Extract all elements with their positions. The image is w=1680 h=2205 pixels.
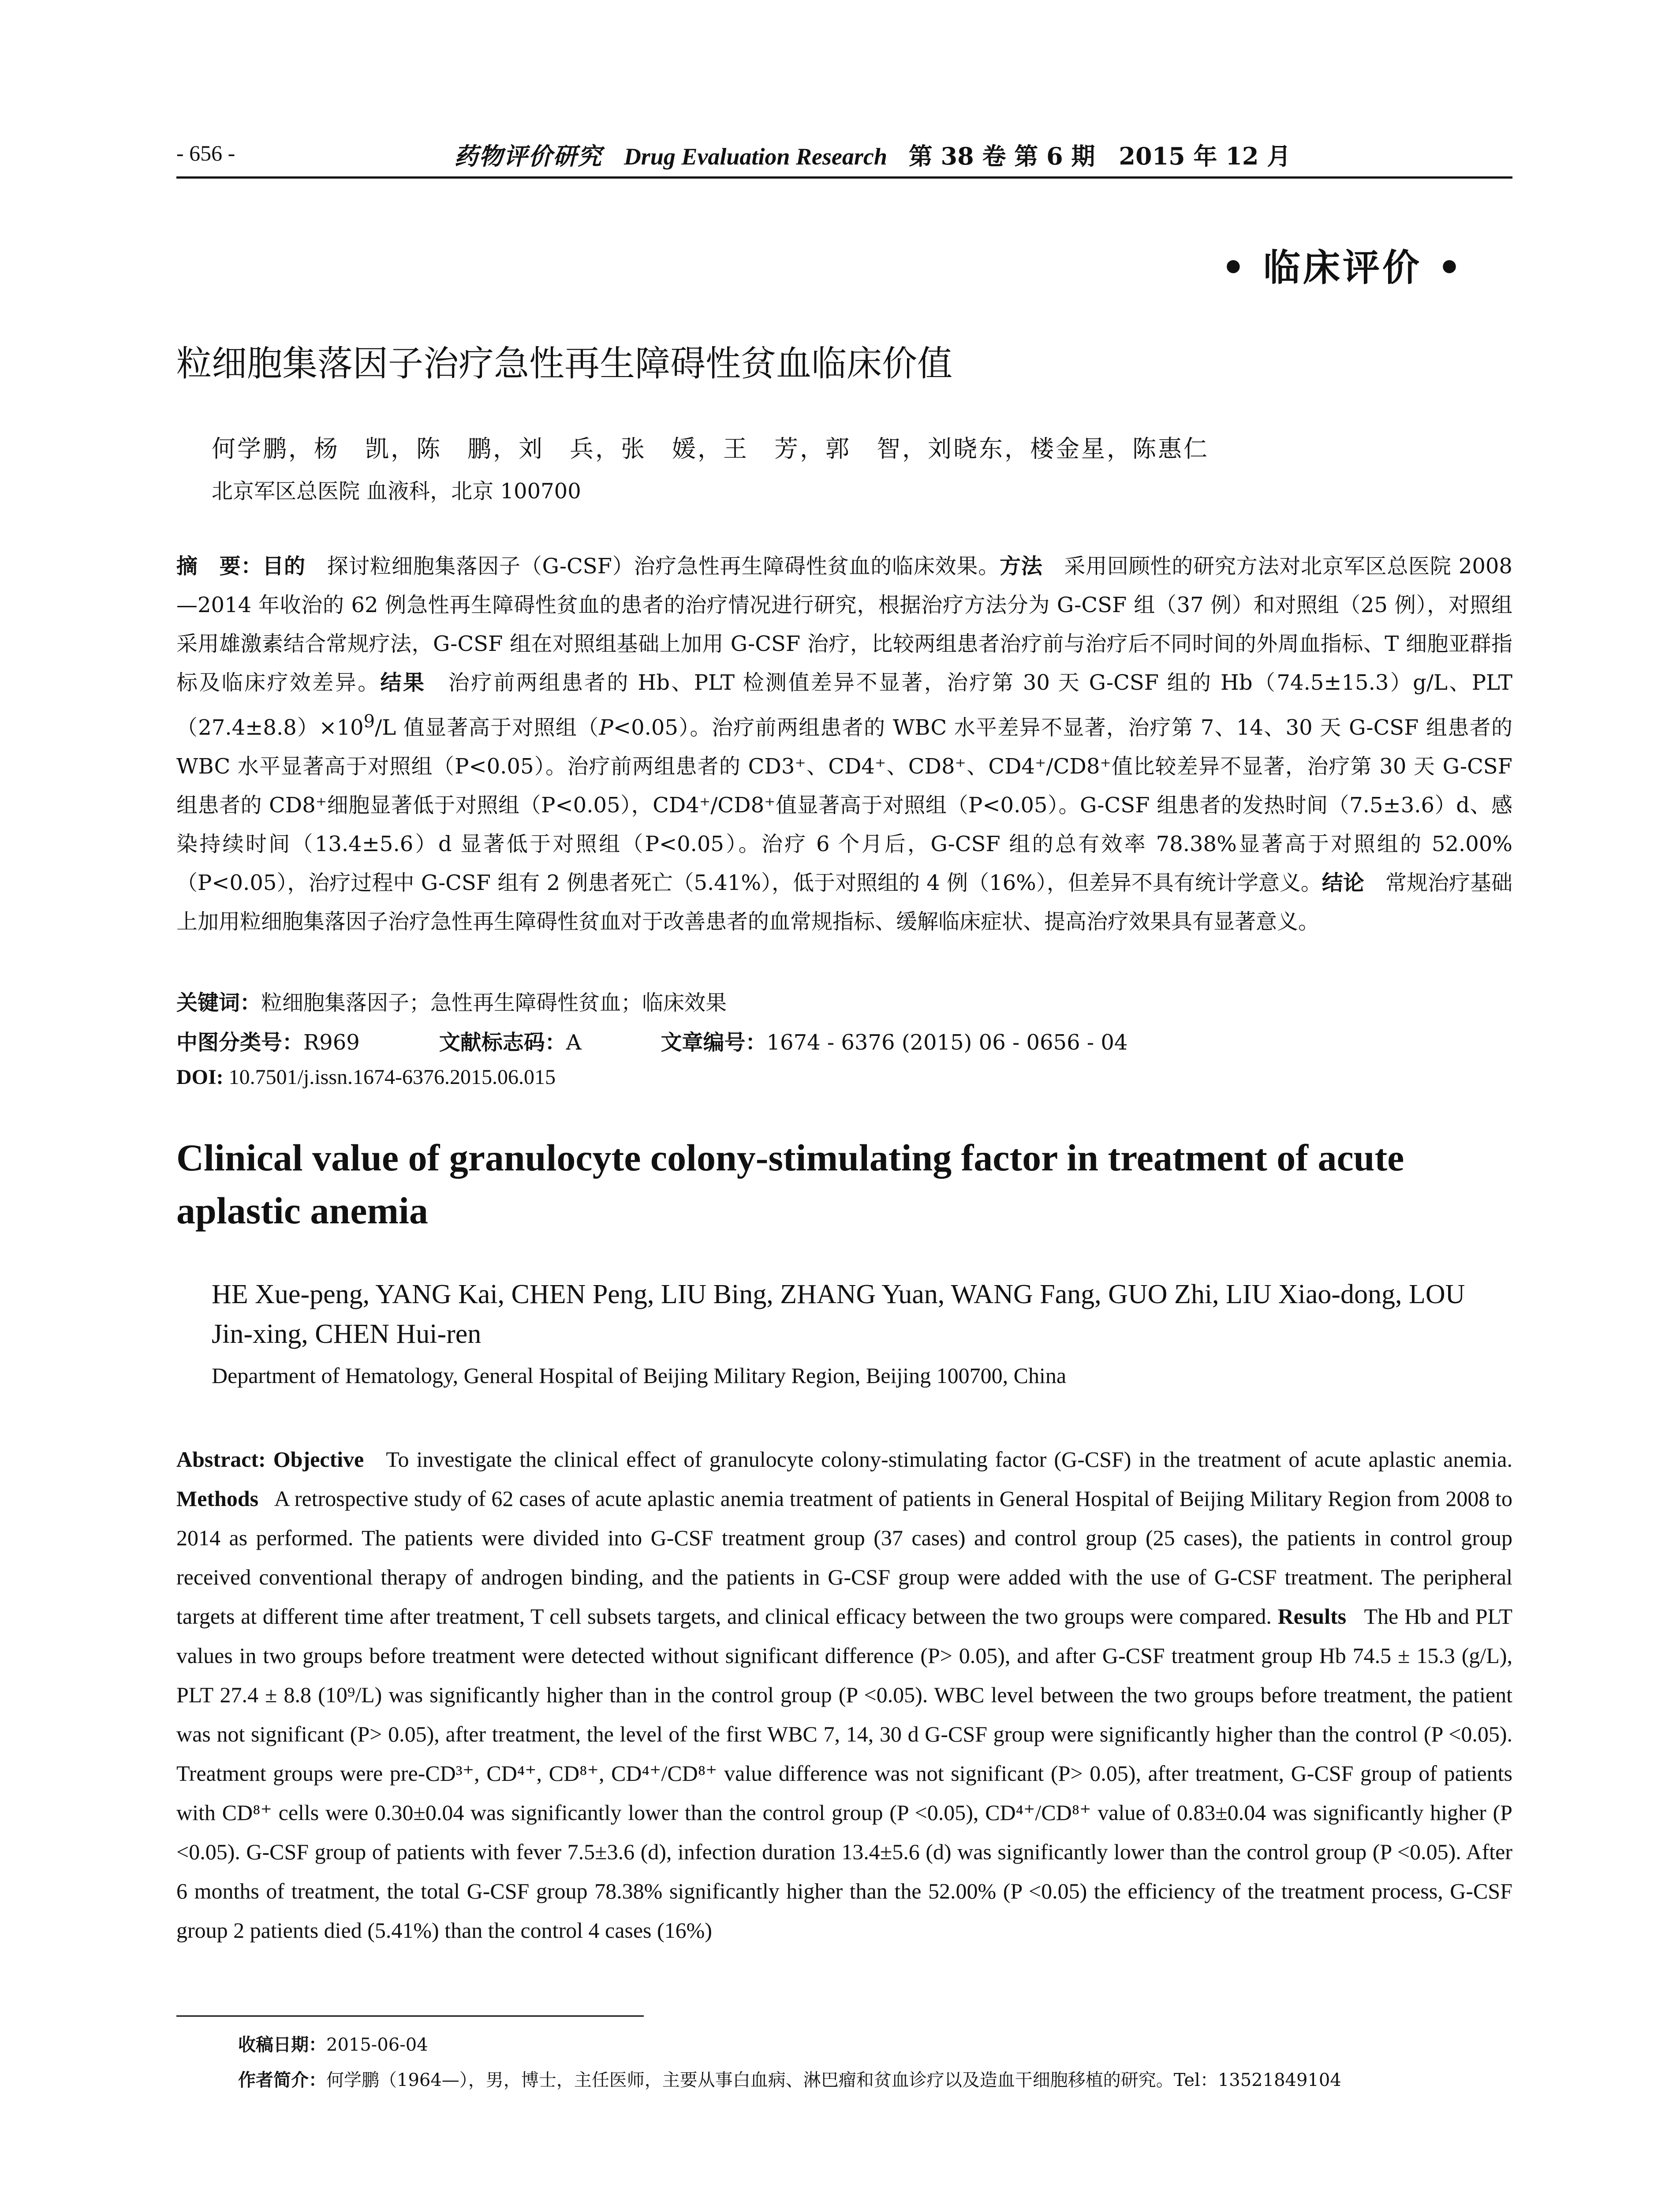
en-abstract (176, 1440, 1512, 1950)
cn-keywords (176, 986, 727, 1016)
cn-keywords-label: 关键词： (176, 990, 261, 1015)
footnote-rule (176, 2015, 644, 2017)
en-objective: To investigate the clinical effect of granulocyte colony-stimulating factor (G-CSF) in the treatment of acute aplastic anemia. (386, 1447, 1512, 1472)
cn-methods: 采用回顾性的研究方法对北京军区总医院 2008—2014 年收治的 62 例急性再生障碍性贫血的患者的治疗情况进行研究，根据治疗方法分为 G-CSF 组（37 例）和对照组（25 例），对照组采用雄激素结合常规疗法，G-CSF 组在对照组基础上加用 G-CSF 治疗，比较两组患者治疗前与治疗后不同时间的外周血指标、T 细胞亚群指标及临床疗效差异。 (176, 554, 1512, 695)
cn-abstract (176, 547, 1512, 941)
cn-keywords-value: 粒细胞集落因子；急性再生障碍性贫血；临床效果 (261, 990, 727, 1015)
cn-results-label: 结果 (380, 670, 426, 695)
column-title: • 临床评价 • (1221, 246, 1464, 289)
en-affiliation: Department of Hematology, General Hospital of Beijing Military Region, Beijing 100700, China (212, 1363, 1067, 1388)
article-no-label: 文章编号： (661, 1030, 767, 1055)
cn-results-p: P (599, 715, 613, 740)
en-authors: HE Xue-peng, YANG Kai, CHEN Peng, LIU Bing, ZHANG Yuan, WANG Fang, GUO Zhi, LIU Xiao-dong, LOU Jin-xing, CHEN Hui-ren (212, 1279, 1465, 1349)
cn-conclusion: 常规治疗基础上加用粒细胞集落因子治疗急性再生障碍性贫血对于改善患者的血常规指标、缓解临床症状、提高治疗效果具有显著意义。 (176, 871, 1512, 934)
journal-name-en: Drug Evaluation Research (623, 143, 887, 170)
cn-conclusion-label: 结论 (1322, 871, 1364, 895)
en-objective-label: Objective (273, 1447, 364, 1472)
journal-logo: 药物评价研究 (454, 142, 602, 170)
en-results-label: Results (1277, 1604, 1347, 1629)
doc-code-label: 文献标志码： (439, 1030, 566, 1055)
journal-issue: 第 38 卷 第 6 期 2015 年 12 月 (908, 142, 1291, 170)
cn-objective: 探讨粒细胞集落因子（G-CSF）治疗急性再生障碍性贫血的临床效果。 (327, 554, 1000, 579)
received-date: 2015-06-04 (326, 2035, 428, 2055)
article-no-value: 1674 - 6376 (2015) 06 - 0656 - 04 (766, 1030, 1128, 1055)
cn-objective-label: 目的 (262, 554, 306, 579)
cn-results-sup: 9 (363, 711, 375, 732)
author-bio: 何学鹏（1964—），男，博士，主任医师，主要从事白血病、淋巴瘤和贫血诊疗以及造血干细胞移植的研究。Tel：13521849104 (326, 2070, 1341, 2090)
en-methods-label: Methods (176, 1486, 259, 1511)
cn-classification (176, 1025, 1127, 1056)
page-number: - 656 - (176, 141, 235, 165)
cn-results-2: /L 值显著高于对照组（ (375, 715, 599, 740)
cn-affiliation: 北京军区总医院 血液科，北京 100700 (212, 479, 581, 504)
cn-methods-label: 方法 (1000, 554, 1043, 579)
en-article-title: Clinical value of granulocyte colony-stimulating factor in treatment of acute aplastic anemia (176, 1136, 1404, 1232)
doi-value: 10.7501/j.issn.1674-6376.2015.06.015 (223, 1065, 556, 1089)
cn-doi (176, 1065, 556, 1089)
cn-abstract-label: 摘 要： (176, 554, 263, 579)
journal-header (454, 138, 1291, 172)
doc-code-value: A (566, 1030, 582, 1055)
en-methods: A retrospective study of 62 cases of acute aplastic anemia treatment of patients in General Hospital of Beijing Military Region from 2008 to 2014 as performed. The patients were divided into G-CSF treatment group (37 cases) and control group (25 cases), the patients in control group received conventional therapy of androgen binding, and the patients in G-CSF group were added with the use of G-CSF treatment. The peripheral targets at different time after treatment, T cell subsets targets, and clinical efficacy between the two groups were compared. (176, 1486, 1512, 1629)
clc-value: R969 (303, 1030, 360, 1055)
doi-label: DOI: (176, 1065, 224, 1089)
received-label: 收稿日期： (238, 2034, 326, 2055)
header-rule (176, 176, 1512, 179)
cn-article-title: 粒细胞集落因子治疗急性再生障碍性贫血临床价值 (176, 343, 952, 384)
footnote-author (238, 2066, 1341, 2091)
author-bio-label: 作者简介： (238, 2070, 326, 2090)
cn-results-3: <0.05）。治疗前两组患者的 WBC 水平差异不显著，治疗第 7、14、30 天 G-CSF 组患者的 WBC 水平显著高于对照组（P<0.05）。治疗前两组患者的 CD3⁺、CD4⁺、CD8⁺、CD4⁺/CD8⁺值比较差异不显著，治疗第 30 天 G-CSF 组患者的 CD8⁺细胞显著低于对照组（P<0.05），CD4⁺/CD8⁺值显著高于对照组（P<0.05）。G-CSF 组患者的发热时间（7.5±3.6）d、感染持续时间（13.4±5.6）d 显著低于对照组（P<0.05）。治疗 6 个月后，G-CSF 组的总有效率 78.38%显著高于对照组的 52.00%（P<0.05），治疗过程中 G-CSF 组有 2 例患者死亡（5.41%），低于对照组的 4 例（16%），但差异不具有统计学意义。 (176, 715, 1512, 895)
en-abstract-label: Abstract: (176, 1447, 266, 1472)
en-results: The Hb and PLT values in two groups before treatment were detected without significant difference (P> 0.05), and after G-CSF treatment group Hb 74.5 ± 15.3 (g/L), PLT 27.4 ± 8.8 (10⁹/L) was significantly higher than in the control group (P <0.05). WBC level between the two groups before treatment, the patient was not significant (P> 0.05), after treatment, the level of the first WBC 7, 14, 30 d G-CSF group were significantly higher than the control (P <0.05). Treatment groups were pre-CD³⁺, CD⁴⁺, CD⁸⁺, CD⁴⁺/CD⁸⁺ value difference was not significant (P> 0.05), after treatment, G-CSF group of patients with CD⁸⁺ cells were 0.30±0.04 was significantly lower than the control group (P <0.05), CD⁴⁺/CD⁸⁺ value of 0.83±0.04 was significantly higher (P <0.05). G-CSF group of patients with fever 7.5±3.6 (d), infection duration 13.4±5.6 (d) was significantly lower than the control group (P <0.05). After 6 months of treatment, the total G-CSF group 78.38% significantly higher than the 52.00% (P <0.05) the efficiency of the treatment process, G-CSF group 2 patients died (5.41%) than the control 4 cases (16%) (176, 1604, 1513, 1943)
footnote-received (238, 2031, 428, 2056)
cn-results-1: 治疗前两组患者的 Hb、PLT 检测值差异不显著，治疗第 30 天 G-CSF 组的 Hb（74.5±15.3）g/L、PLT（27.4±8.8）×10 (176, 670, 1512, 740)
clc-label: 中图分类号： (176, 1030, 304, 1055)
cn-authors: 何学鹏，杨 凯，陈 鹏，刘 兵，张 媛，王 芳，郭 智，刘晓东，楼金星，陈惠仁 (212, 435, 1209, 463)
